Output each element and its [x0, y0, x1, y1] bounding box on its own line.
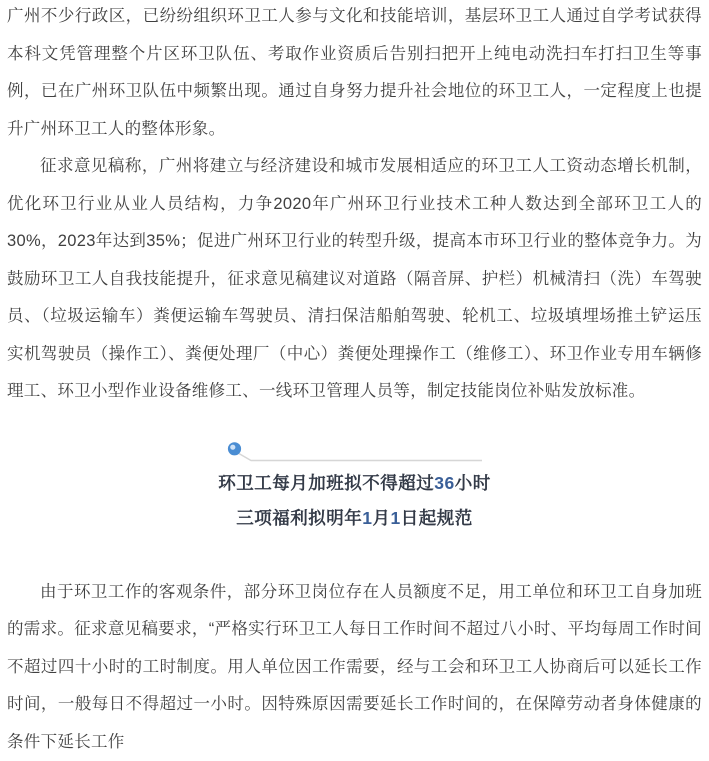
paragraph-wage-mechanism: 征求意见稿称，广州将建立与经济建设和城市发展相适应的环卫工人工资动态增长机制，优化环卫行业从业人员结构，力争2020年广州环卫行业技术工种人数达到全部环卫工人的30%，2023年达到35%；促进广州环卫行业的转型升级，提高本市环卫行业的整体竞争力。为鼓励环卫工人自我技能提升，征求意见稿建议对道路（隔音屏、护栏）机械清扫（洗）车驾驶员、（垃圾运输车）粪便运输车驾驶员、清扫保洁船舶驾驶、轮机工、垃圾填埋场推土铲运压实机驾驶员（操作工）、粪便处理厂（中心）粪便处理操作工（维修工）、环卫作业专用车辆修理工、环卫小型作业设备维修工、一线环卫管理人员等，制定技能岗位补贴发放标准。 — [7, 148, 702, 411]
blue-dot-pin-icon — [227, 442, 483, 462]
section-heading — [7, 466, 702, 536]
heading-line-overtime: 环卫工每月加班拟不得超过36小时 — [7, 466, 702, 501]
section-divider — [7, 442, 702, 462]
paragraph-training: 广州不少行政区，已纷纷组织环卫工人参与文化和技能培训，基层环卫工人通过自学考试获得本科文凭管理整个片区环卫队伍、考取作业资质后告别扫把开上纯电动洗扫车打扫卫生等事例，已在广州环卫队伍中频繁出现。通过自身努力提升社会地位的环卫工人，一定程度上也提升广州环卫工人的整体形象。 — [7, 0, 702, 148]
heading-line-benefits: 三项福利拟明年1月1日起规范 — [7, 501, 702, 536]
paragraph-working-hours: 由于环卫工作的客观条件，部分环卫岗位存在人员额度不足，用工单位和环卫工自身加班的需求。征求意见稿要求，“严格实行环卫工人每日工作时间不超过八小时、平均每周工作时间不超过四十小时的工时制度。用人单位因工作需要，经与工会和环卫工人协商后可以延长工作时间，一般每日不得超过一小时。因特殊原因需要延长工作时间的，在保障劳动者身体健康的条件下延长工作 — [7, 574, 702, 761]
